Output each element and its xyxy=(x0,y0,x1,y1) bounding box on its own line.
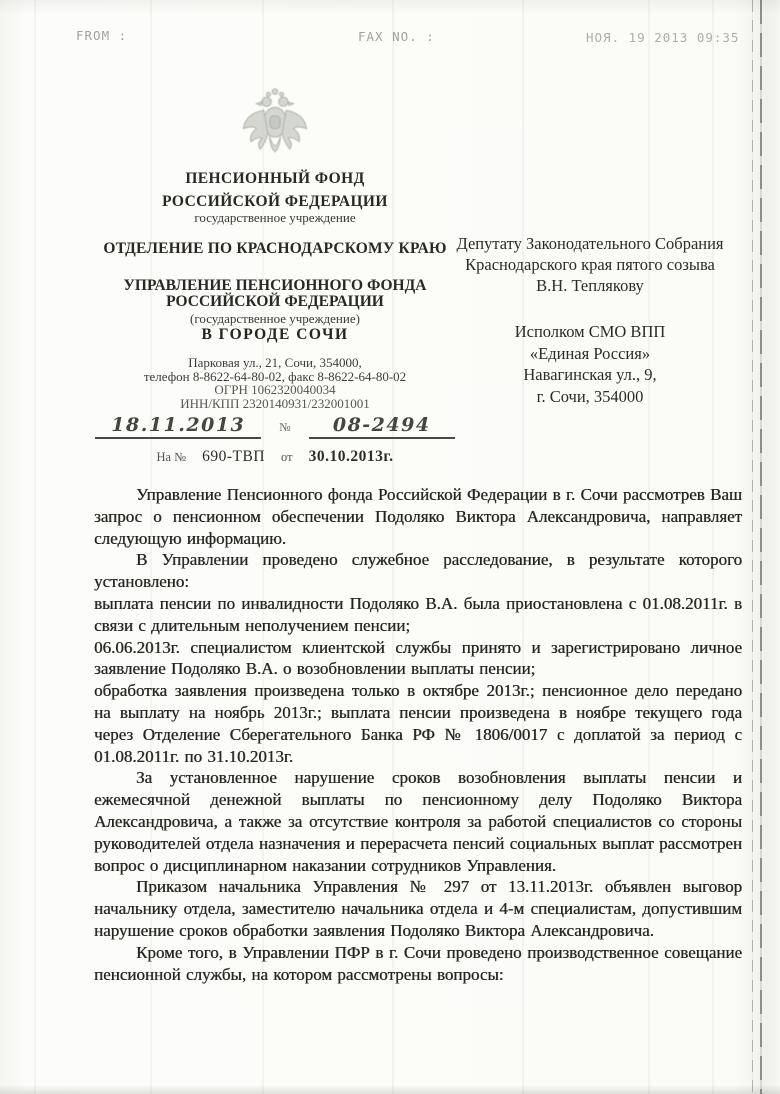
incoming-reference-row xyxy=(75,448,475,466)
incoming-ref-number: 690-ТВП xyxy=(202,448,266,466)
addressee-line: Депутату Законодательного Собрания xyxy=(456,234,724,253)
office-city: В ГОРОДЕ СОЧИ xyxy=(201,326,349,343)
body-paragraph: Приказом начальника Управления № 297 от 13.11.2013г. объявлен выговор начальнику отдела, заместителю начальника отдела и 4-м специалистам, допустившим нарушение сроков обработки заявления Подоляко Виктора Александровича. xyxy=(94,877,742,940)
scan-bottom-shading xyxy=(0,1085,780,1094)
outgoing-reference-row xyxy=(75,413,475,439)
body-paragraph: Управление Пенсионного фонда Российской Федерации в г. Сочи рассмотрев Ваш запрос о пенсионном обеспечении Подоляко Виктора Александровича, направляет следующую информацию. xyxy=(94,485,742,548)
addressee-name: В.Н. Теплякову xyxy=(536,276,644,295)
fax-number-label: FAX NO. : xyxy=(358,29,435,44)
outgoing-date-handwritten: 18.11.2013 xyxy=(111,414,246,437)
addressee-address-line: г. Сочи, 354000 xyxy=(536,386,644,406)
body-paragraph: В Управлении проведено служебное расследование, в результате которого установлено: xyxy=(94,550,742,592)
body-paragraph: За установленное нарушение сроков возобновления выплаты пенсии и ежемесячной денежной выплаты по пенсионному делу Подоляко Виктора Александровича, а также за отсутствие контроля за работой специалистов со стороны руководителей отдела назначения и перерасчета пенсий социальных выплат рассмотрен вопрос о дисциплинарном наказании сотрудников Управления. xyxy=(94,768,742,875)
fax-datetime: НОЯ. 19 2013 09:35 xyxy=(586,30,740,45)
address-line1: Парковая ул., 21, Сочи, 354000, xyxy=(188,355,362,370)
letter-body xyxy=(94,484,742,985)
fax-from-label: FROM : xyxy=(76,28,128,43)
incoming-ref-date: 30.10.2013г. xyxy=(308,448,394,466)
fax-transmission-header xyxy=(0,26,780,48)
ogrn: ОГРН 1062320040034 xyxy=(214,382,336,398)
addressee-block xyxy=(420,233,760,407)
addressee-org-line: Исполком СМО ВПП xyxy=(514,322,666,341)
scan-edge-line xyxy=(760,0,762,1094)
org-name-line1: ПЕНСИОННЫЙ ФОНД xyxy=(185,170,365,187)
addressee-org-line: «Единая Россия» xyxy=(529,343,651,363)
addressee-line: Краснодарского края пятого созыва xyxy=(465,255,715,274)
address-line2: телефон 8-8622-64-80-02, факс 8-8622-64-80-02 xyxy=(143,368,407,384)
office-name-line2: РОССИЙСКОЙ ФЕДЕРАЦИИ xyxy=(166,293,384,310)
addressee-address-line: Навагинская ул., 9, xyxy=(523,365,657,384)
body-paragraph: Кроме того, в Управлении ПФР в г. Сочи проведено производственное совещание пенсионной службы, на котором рассмотрены вопросы: xyxy=(94,942,742,984)
office-type: (государственное учреждение) xyxy=(190,311,360,326)
incoming-ref-label: На № xyxy=(156,450,187,465)
outgoing-number-handwritten: 08-2494 xyxy=(332,414,431,437)
inn-kpp: ИНН/КПП 2320140931/232001001 xyxy=(180,395,370,411)
body-paragraph: 06.06.2013г. специалистом клиентской службы принято и зарегистрировано личное заявление Подоляко В.А. о возобновлении выплаты пенсии; xyxy=(94,637,742,679)
scan-top-shading xyxy=(0,0,780,14)
letterhead-column xyxy=(75,86,475,466)
office-name-line1: УПРАВЛЕНИЕ ПЕНСИОННОГО ФОНДА xyxy=(123,277,427,294)
number-sign: № xyxy=(279,420,291,435)
body-paragraph: обработка заявления произведена только в октябре 2013г.; пенсионное дело передано на выплату на ноябрь 2013г.; выплата пенсии произведена в ноябре текущего года через Отделение Сберегательного Банка РФ № 1806/0017 с доплатой за период с 01.08.2011г. по 31.10.2013г. xyxy=(94,681,742,766)
scan-streak xyxy=(34,0,36,1094)
org-name-line2: РОССИЙСКОЙ ФЕДЕРАЦИИ xyxy=(162,192,388,210)
body-paragraph: выплата пенсии по инвалидности Подоляко В.А. была приостановлена с 01.08.2011г. в связи с длительным неполучением пенсии; xyxy=(94,593,742,635)
incoming-ref-from-label: от xyxy=(281,450,293,465)
scan-edge-line xyxy=(752,0,753,1094)
org-type: государственное учреждение xyxy=(194,210,356,225)
branch-name: ОТДЕЛЕНИЕ ПО КРАСНОДАРСКОМУ КРАЮ xyxy=(103,240,447,257)
russia-coat-of-arms-icon xyxy=(237,86,313,164)
